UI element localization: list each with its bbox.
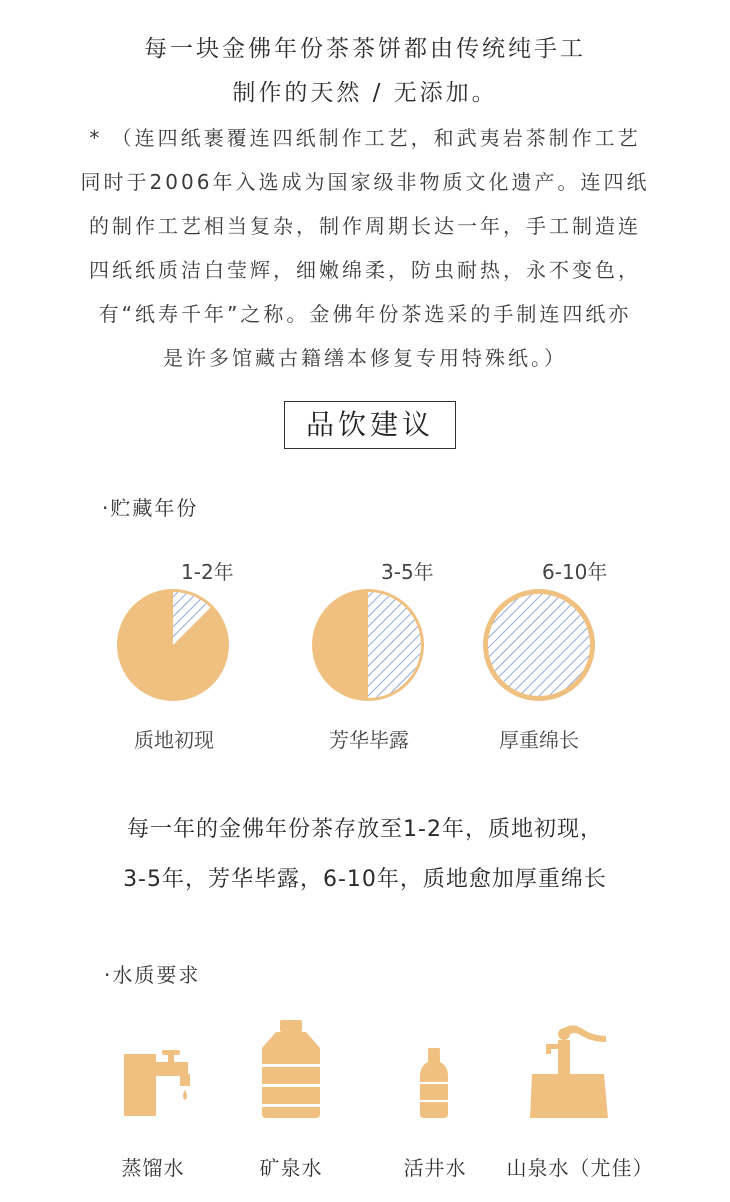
intro-title-line-2: 制作的天然 / 无添加。 bbox=[232, 80, 498, 106]
pie-chart-1 bbox=[114, 586, 232, 704]
note-line-5: 有“纸寿千年”之称。金佛年份茶选采的手制连四纸亦 bbox=[98, 302, 632, 326]
intro-title-line-1: 每一块金佛年份茶茶饼都由传统纯手工 bbox=[144, 36, 586, 62]
note-line-2: 同时于2006年入选成为国家级非物质文化遗产。连四纸 bbox=[80, 170, 650, 194]
pie-1-year: 1-2年 bbox=[181, 560, 234, 584]
pie-hatched-slice bbox=[368, 592, 421, 698]
pie-chart-2 bbox=[309, 586, 427, 704]
pie-hatched-slice bbox=[488, 594, 590, 696]
water-label-distilled: 蒸馏水 bbox=[121, 1156, 185, 1180]
bottle-icon bbox=[418, 1048, 450, 1118]
water-jug-icon bbox=[258, 1020, 324, 1118]
pie-2-label: 芳华毕露 bbox=[329, 728, 409, 752]
pie-2-year: 3-5年 bbox=[381, 560, 434, 584]
water-label-well: 活井水 bbox=[403, 1156, 467, 1180]
water-heading: ·水质要求 bbox=[104, 963, 201, 987]
tasting-advice-badge: 品饮建议 bbox=[284, 401, 456, 449]
note-line-1: * （连四纸裹覆连四纸制作工艺，和武夷岩茶制作工艺 bbox=[89, 126, 641, 150]
pie-1-label: 质地初现 bbox=[134, 728, 214, 752]
pie-3-year: 6-10年 bbox=[542, 560, 608, 584]
note-line-6: 是许多馆藏古籍缮本修复专用特殊纸。） bbox=[163, 346, 567, 370]
pie-chart-3 bbox=[480, 586, 598, 704]
hand-pump-icon bbox=[530, 1022, 610, 1118]
pie-3-label: 厚重绵长 bbox=[499, 728, 579, 752]
storage-summary-line-1: 每一年的金佛年份茶存放至1-2年，质地初现， bbox=[127, 817, 603, 842]
note-line-3: 的制作工艺相当复杂，制作周期长达一年，手工制造连 bbox=[89, 214, 641, 238]
faucet-icon bbox=[124, 1040, 196, 1118]
storage-summary-line-2: 3-5年，芳华毕露，6-10年，质地愈加厚重绵长 bbox=[123, 867, 607, 892]
water-label-mineral: 矿泉水 bbox=[259, 1156, 323, 1180]
water-label-spring: 山泉水（尤佳） bbox=[506, 1156, 654, 1180]
note-line-4: 四纸纸质洁白莹辉，细嫩绵柔，防虫耐热，永不变色， bbox=[89, 258, 641, 282]
storage-heading: ·贮藏年份 bbox=[102, 496, 199, 520]
